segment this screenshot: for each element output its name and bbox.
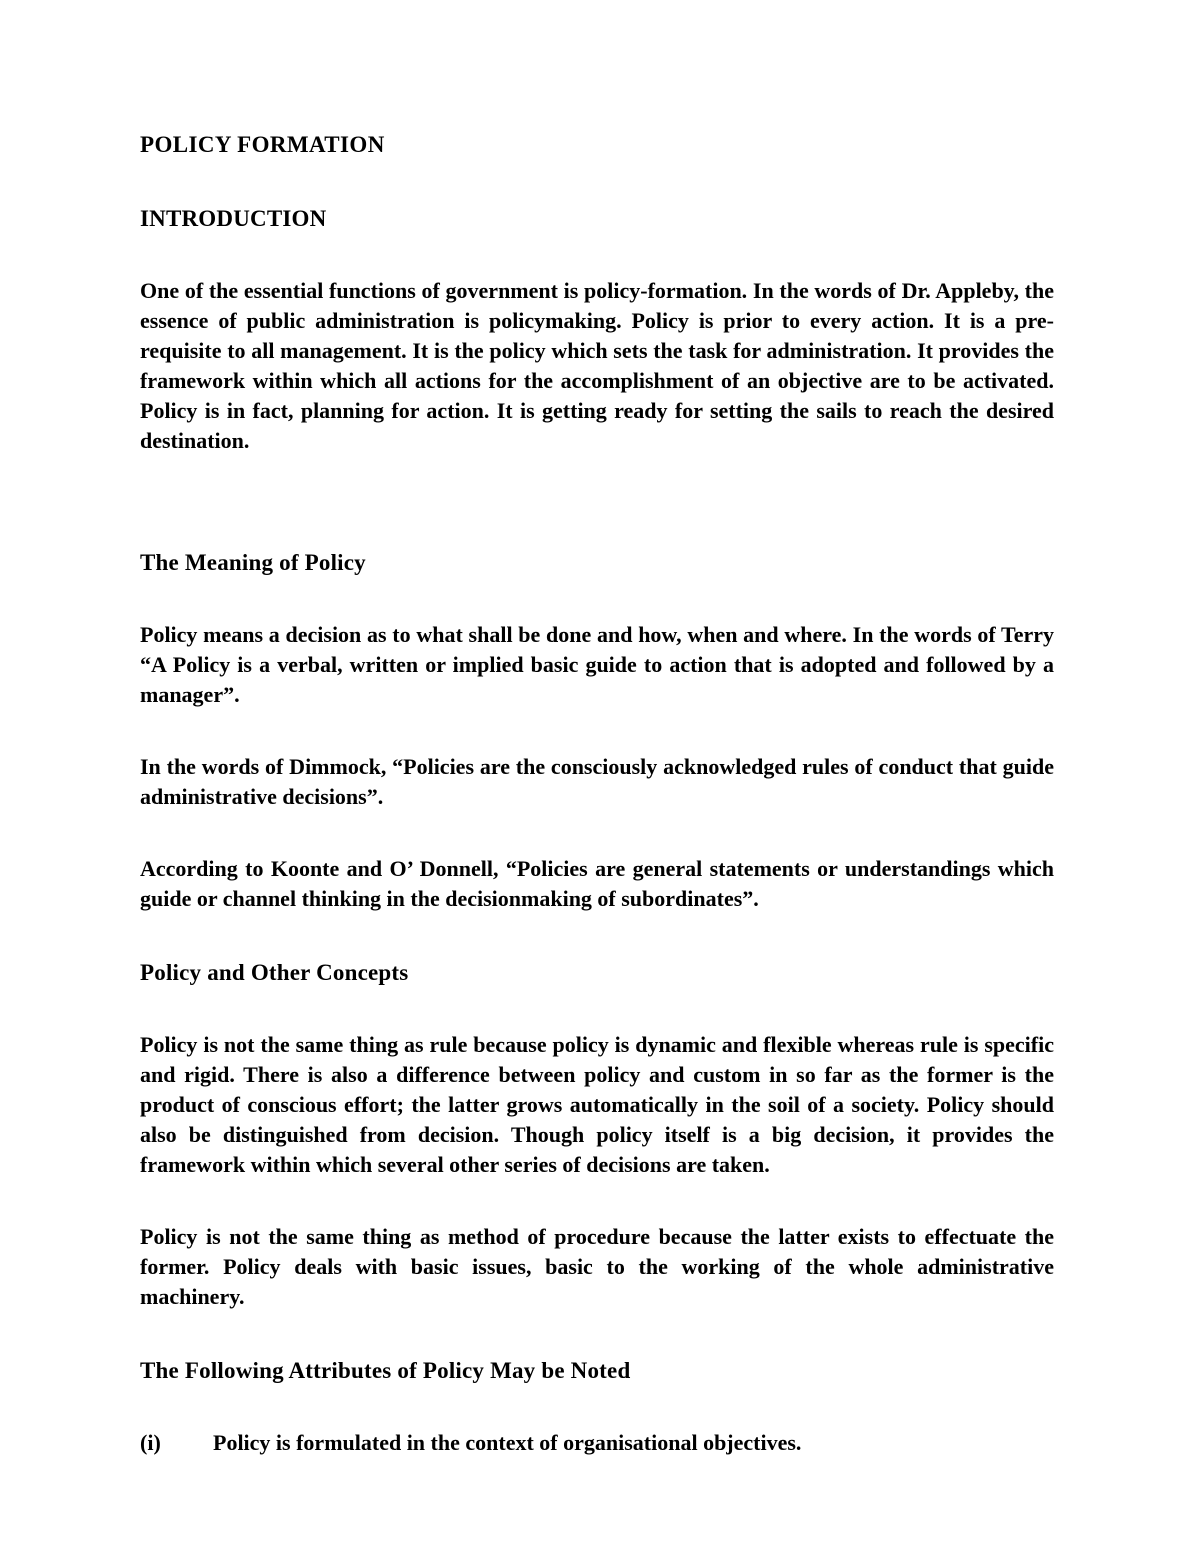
doc-title: POLICY FORMATION: [140, 132, 385, 157]
paragraph-introduction: One of the essential functions of government is policy-formation. In the words of Dr. Appleby, the essence of public administration is policymaking. Policy is prior to every action. It is a pre-requisite to all management. It is the policy which sets the task for administration. It provides the framework within which all actions for the accomplishment of an objective are to be activated. Policy is in fact, planning for action. It is getting ready for setting the sails to reach the desired destination.: [140, 278, 1054, 453]
list-item: [140, 1428, 1054, 1458]
heading-meaning-of-policy: The Meaning of Policy: [140, 550, 366, 575]
paragraph-meaning-terry: Policy means a decision as to what shall be done and how, when and where. In the words of Terry “A Policy is a verbal, written or implied basic guide to action that is adopted and followed by a manager”.: [140, 622, 1054, 707]
paragraph-meaning-koonte: According to Koonte and O’ Donnell, “Policies are general statements or understandings which guide or channel thinking in the decisionmaking of subordinates”.: [140, 856, 1054, 911]
paragraph-meaning-dimmock: In the words of Dimmock, “Policies are the consciously acknowledged rules of conduct that guide administrative decisions”.: [140, 754, 1054, 809]
paragraph-policy-vs-procedure: Policy is not the same thing as method of procedure because the latter exists to effectuate the former. Policy deals with basic issues, basic to the working of the whole administrative machinery.: [140, 1224, 1054, 1309]
list-item-marker: (i): [140, 1430, 161, 1455]
heading-attributes-of-policy: The Following Attributes of Policy May be Noted: [140, 1358, 631, 1383]
heading-introduction: INTRODUCTION: [140, 206, 327, 231]
list-item-text: Policy is formulated in the context of organisational objectives.: [213, 1430, 802, 1455]
heading-policy-other-concepts: Policy and Other Concepts: [140, 960, 409, 985]
paragraph-policy-vs-rule: Policy is not the same thing as rule because policy is dynamic and flexible whereas rule is specific and rigid. There is also a difference between policy and custom in so far as the former is the product of conscious effort; the latter grows automatically in the soil of a society. Policy should also be distinguished from decision. Though policy itself is a big decision, it provides the framework within which several other series of decisions are taken.: [140, 1032, 1054, 1177]
